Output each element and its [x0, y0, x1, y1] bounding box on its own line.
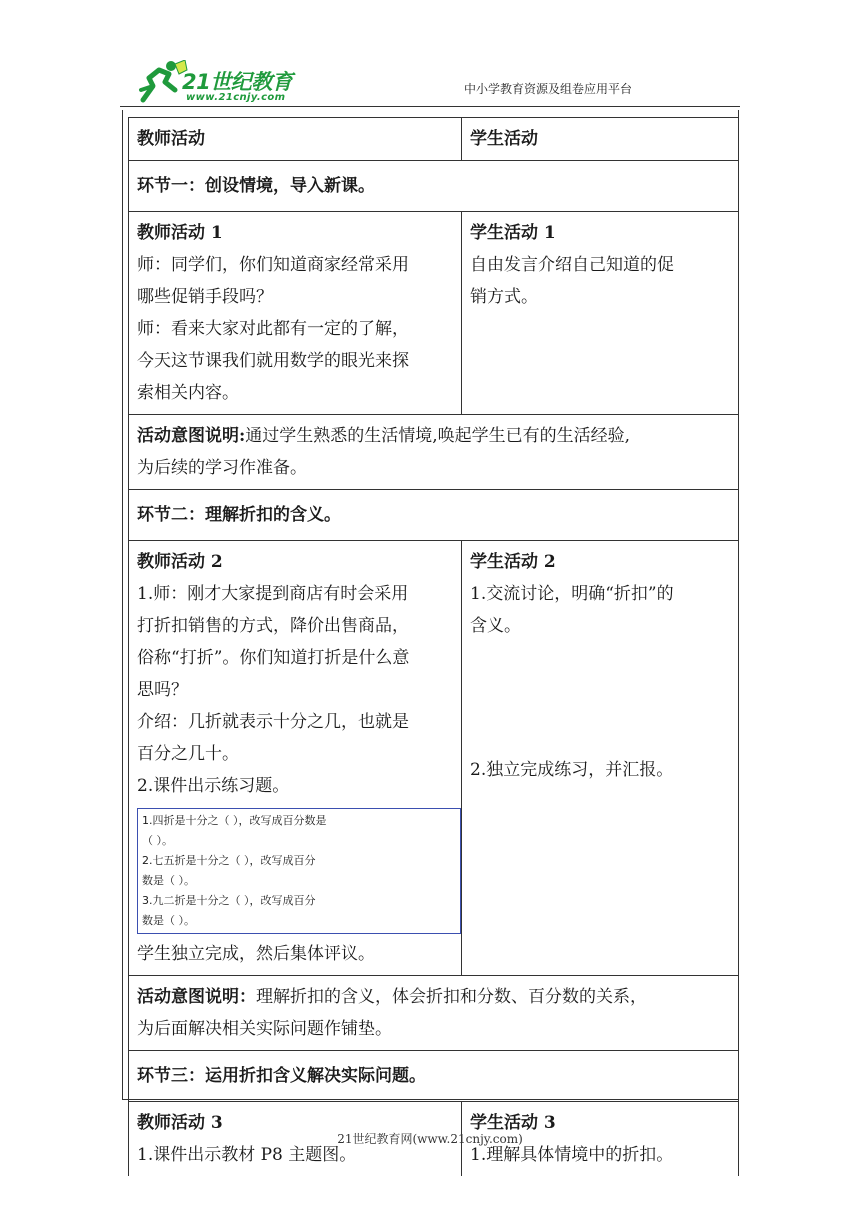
teacher-activity-header: 教师活动 [129, 118, 462, 161]
student-activity-cell [462, 541, 739, 976]
activity-intent-cell [129, 415, 739, 490]
teacher-activity-cell [129, 212, 462, 415]
exercise-line: 2.七五折是十分之（ ），改写成百分 [142, 854, 316, 867]
text-line: 师：同学们，你们知道商家经常采用 [137, 255, 409, 275]
text-line: 学生独立完成，然后集体评议。 [137, 944, 375, 964]
text-line: 理解折扣的含义，体会折扣和分数、百分数的关系， [256, 987, 647, 1007]
section-title-row [129, 490, 739, 541]
exercise-line: （ ）。 [142, 834, 173, 847]
text-line: 2.独立完成练习，并汇报。 [470, 760, 674, 780]
outer-border-left [122, 110, 123, 1100]
activity-row [129, 212, 739, 415]
text-line: 销方式。 [470, 287, 538, 307]
text-line: 思吗？ [137, 680, 188, 700]
exercise-box [137, 808, 461, 934]
text-line: 俗称“打折”。你们知道打折是什么意 [137, 648, 410, 668]
text-line: 自由发言介绍自己知道的促 [470, 255, 674, 275]
text-line: 索相关内容。 [137, 383, 239, 403]
activity-intent-cell [129, 976, 739, 1051]
activity-row [129, 541, 739, 976]
student-activity-title: 学生活动 1 [470, 223, 556, 243]
exercise-line: 1.四折是十分之（ ），改写成百分数是 [142, 814, 327, 827]
table-header-row [129, 118, 739, 161]
section2-title: 环节二：理解折扣的含义。 [129, 490, 739, 541]
text-line: 含义。 [470, 616, 521, 636]
teacher-activity-cell [129, 541, 462, 976]
text-line: 哪些促销手段吗？ [137, 287, 273, 307]
page-header [0, 0, 860, 110]
text-line: 1.交流讨论，明确“折扣”的 [470, 584, 674, 604]
exercise-line: 3.九二折是十分之（ ），改写成百分 [142, 894, 316, 907]
student-activity-cell [462, 212, 739, 415]
text-line: 1.师：刚才大家提到商店有时会采用 [137, 584, 409, 604]
text-line: 1.课件出示教材 P8 主题图。 [137, 1145, 357, 1165]
text-line: 师：看来大家对此都有一定的了解， [137, 319, 409, 339]
exercise-line: 数是（ ）。 [142, 914, 195, 927]
text-line: 2.课件出示练习题。 [137, 776, 290, 796]
section3-title: 环节三：运用折扣含义解决实际问题。 [129, 1051, 739, 1102]
text-line: 通过学生熟悉的生活情境,唤起学生已有的生活经验, [245, 426, 631, 446]
text-line: 今天这节课我们就用数学的眼光来探 [137, 351, 409, 371]
section1-title: 环节一：创设情境，导入新课。 [129, 161, 739, 212]
text-line: 为后面解决相关实际问题作铺垫。 [137, 1019, 392, 1039]
platform-name: 中小学教育资源及组卷应用平台 [464, 82, 633, 96]
section-title-row [129, 161, 739, 212]
text-line: 介绍：几折就表示十分之几，也就是 [137, 712, 409, 732]
student-activity-title: 学生活动 3 [470, 1113, 556, 1133]
logo-text: 21世纪教育 [182, 70, 293, 94]
text-line: 打折扣销售的方式，降价出售商品， [137, 616, 409, 636]
teacher-activity-title: 教师活动 2 [137, 552, 223, 572]
text-line: 百分之几十。 [137, 744, 239, 764]
student-activity-title: 学生活动 2 [470, 552, 556, 572]
intent-row [129, 976, 739, 1051]
header-divider [120, 106, 740, 107]
page-footer: 21世纪教育网(www.21cnjy.com) [337, 1132, 523, 1146]
exercise-line: 数是（ ）。 [142, 874, 195, 887]
lesson-plan-table [128, 117, 739, 1176]
section-title-row [129, 1051, 739, 1102]
teacher-activity-title: 教师活动 1 [137, 223, 223, 243]
logo-url: www.21cnjy.com [186, 92, 286, 103]
teacher-activity-title: 教师活动 3 [137, 1113, 223, 1133]
text-line: 1.理解具体情境中的折扣。 [470, 1145, 674, 1165]
text-line: 为后续的学习作准备。 [137, 458, 307, 478]
student-activity-header: 学生活动 [462, 118, 739, 161]
intent-label: 活动意图说明: [137, 426, 246, 446]
intent-label: 活动意图说明： [137, 987, 256, 1007]
intent-row [129, 415, 739, 490]
